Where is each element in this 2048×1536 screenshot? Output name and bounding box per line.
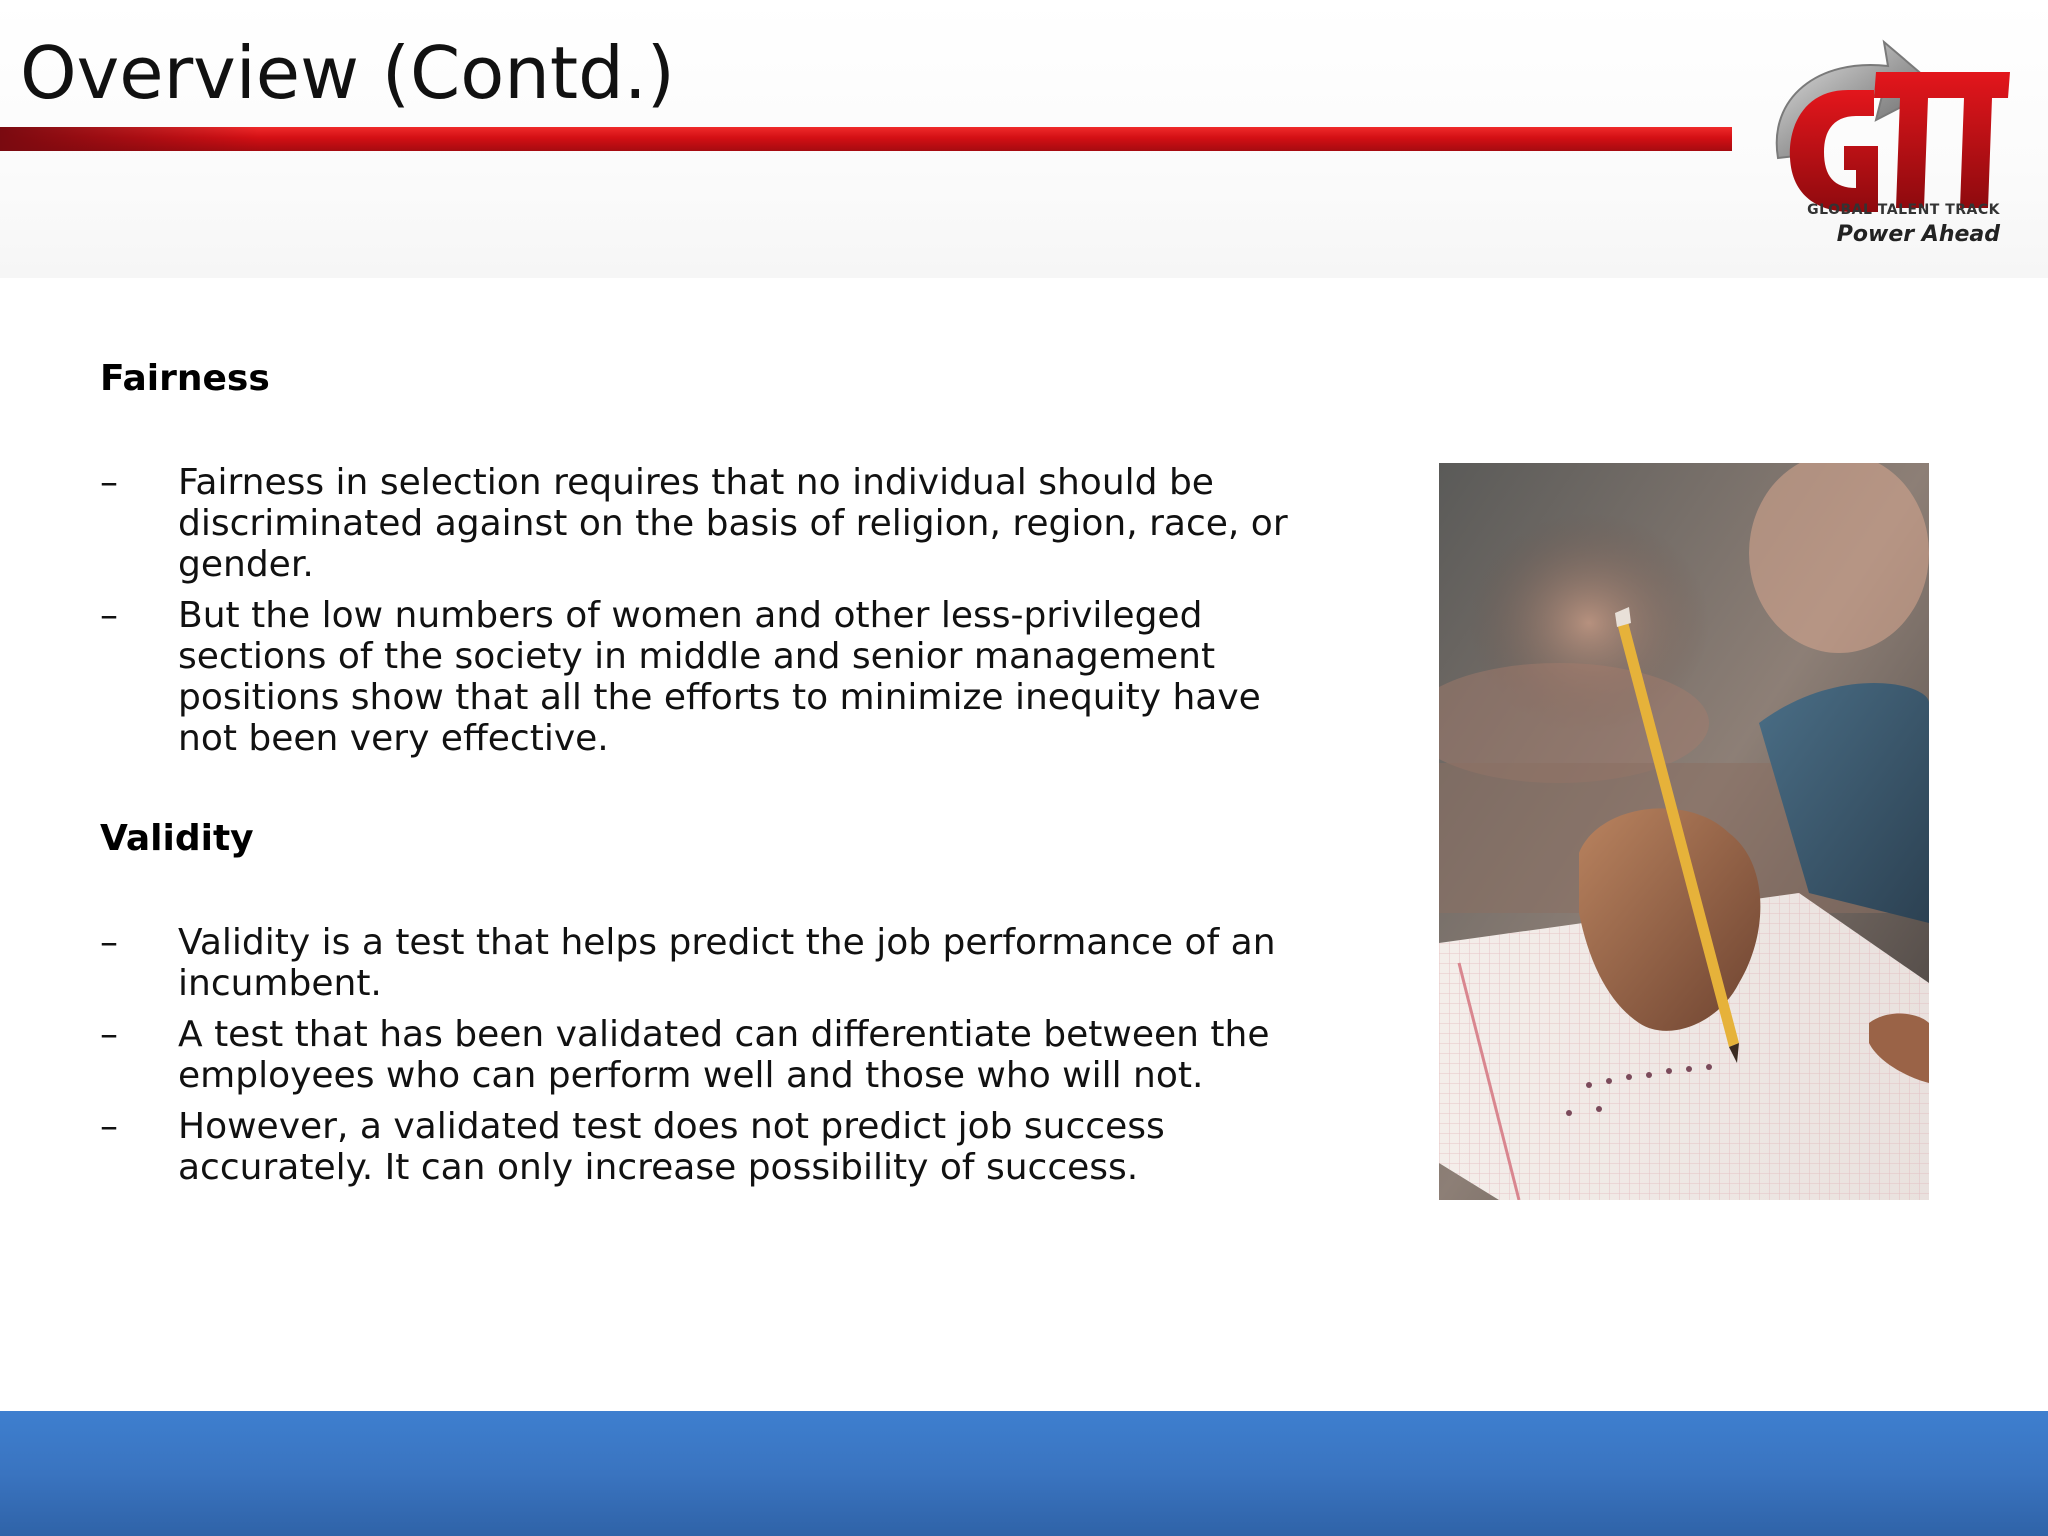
bullet-dash: – (100, 595, 118, 636)
logo-tagline-small: GLOBAL TALENT TRACK (1807, 202, 2000, 218)
footer-band (0, 1411, 2048, 1536)
bullet-dash: – (100, 1106, 118, 1147)
section-heading-validity: Validity (100, 818, 254, 859)
logo-tagline-large: Power Ahead (1836, 222, 2000, 247)
gtt-logo (1748, 28, 2016, 254)
exam-photo-illustration (1439, 463, 1929, 1200)
bullet-dash: – (100, 922, 118, 963)
bullet-text: Fairness in selection requires that no individual should be discriminated against on the basis of religion, region, race, or gender. (178, 462, 1288, 585)
bullet-dash: – (100, 1014, 118, 1055)
bullet-text: However, a validated test does not predict job success accurately. It can only increase possibility of success. (178, 1106, 1165, 1188)
slide-title: Overview (Contd.) (20, 31, 675, 115)
gtt-logo-graphic (1748, 28, 2016, 254)
bullet-text: A test that has been validated can differentiate between the employees who can perform well and those who will not. (178, 1014, 1270, 1096)
bullet-text: Validity is a test that helps predict the job performance of an incumbent. (178, 922, 1276, 1004)
bullet-text: But the low numbers of women and other less-privileged sections of the society in middle and senior management positions show that all the efforts to minimize inequity have not been very effective. (178, 595, 1261, 759)
section-heading-fairness: Fairness (100, 358, 270, 399)
title-underline-rule (0, 127, 1732, 151)
bullet-dash: – (100, 462, 118, 503)
exam-photo (1439, 463, 1929, 1200)
